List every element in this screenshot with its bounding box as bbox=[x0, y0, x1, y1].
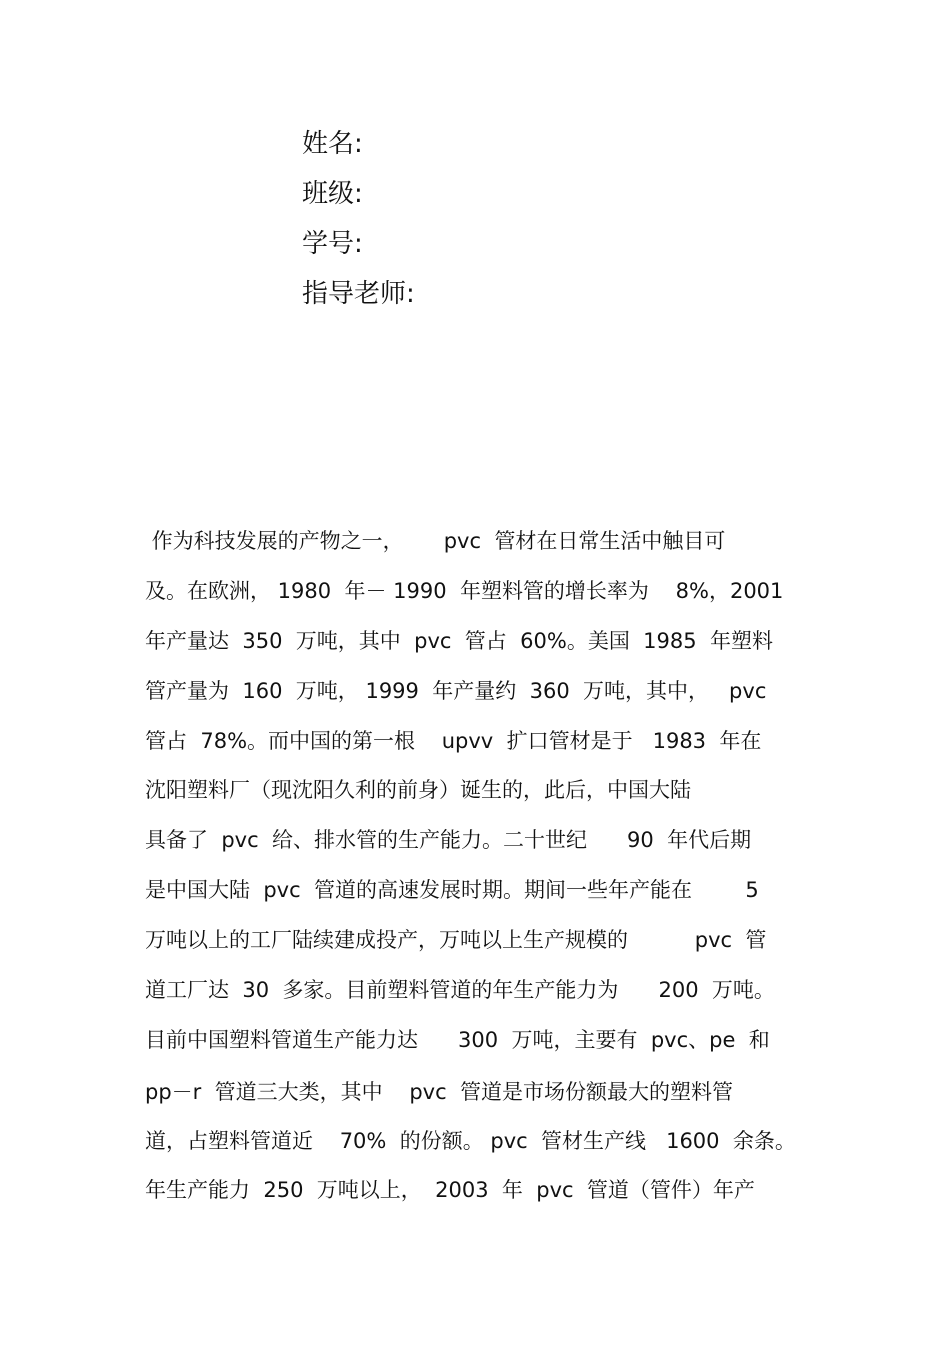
paragraph-line: pp－r 管道三大类，其中 pvc 管道是市场份额最大的塑料管 bbox=[145, 1080, 733, 1104]
advisor-field-label: 指导老师: bbox=[302, 279, 415, 309]
paragraph-line: 是中国大陆 pvc 管道的高速发展时期。期间一些年产能在 5 bbox=[145, 878, 759, 902]
paragraph-line: 道，占塑料管道近 70% 的份额。 pvc 管材生产线 1600 余条。 bbox=[145, 1129, 796, 1153]
paragraph-line: 年产量达 350 万吨，其中 pvc 管占 60%。美国 1985 年塑料 bbox=[145, 629, 773, 653]
paragraph-line: 道工厂达 30 多家。目前塑料管道的年生产能力为 200 万吨。 bbox=[145, 978, 775, 1002]
paragraph-line: 管占 78%。而中国的第一根 upvv 扩口管材是于 1983 年在 bbox=[145, 729, 762, 753]
class-field-label: 班级: bbox=[302, 179, 363, 209]
paragraph-line: 年生产能力 250 万吨以上， 2003 年 pvc 管道（管件）年产 bbox=[145, 1178, 755, 1202]
paragraph-line: 作为科技发展的产物之一， pvc 管材在日常生活中触目可 bbox=[145, 529, 726, 553]
name-field-label: 姓名: bbox=[302, 129, 363, 159]
paragraph-line: 目前中国塑料管道生产能力达 300 万吨，主要有 pvc、pe 和 bbox=[145, 1028, 770, 1052]
paragraph-line: 万吨以上的工厂陆续建成投产，万吨以上生产规模的 pvc 管 bbox=[145, 928, 767, 952]
student-id-field-label: 学号: bbox=[302, 229, 363, 259]
paragraph-line: 管产量为 160 万吨， 1999 年产量约 360 万吨，其中， pvc bbox=[145, 679, 767, 703]
paragraph-line: 及。在欧洲， 1980 年－ 1990 年塑料管的增长率为 8%，2001 bbox=[145, 579, 784, 603]
paragraph-line: 沈阳塑料厂（现沈阳久利的前身）诞生的，此后，中国大陆 bbox=[145, 778, 691, 802]
paragraph-line: 具备了 pvc 给、排水管的生产能力。二十世纪 90 年代后期 bbox=[145, 828, 752, 852]
